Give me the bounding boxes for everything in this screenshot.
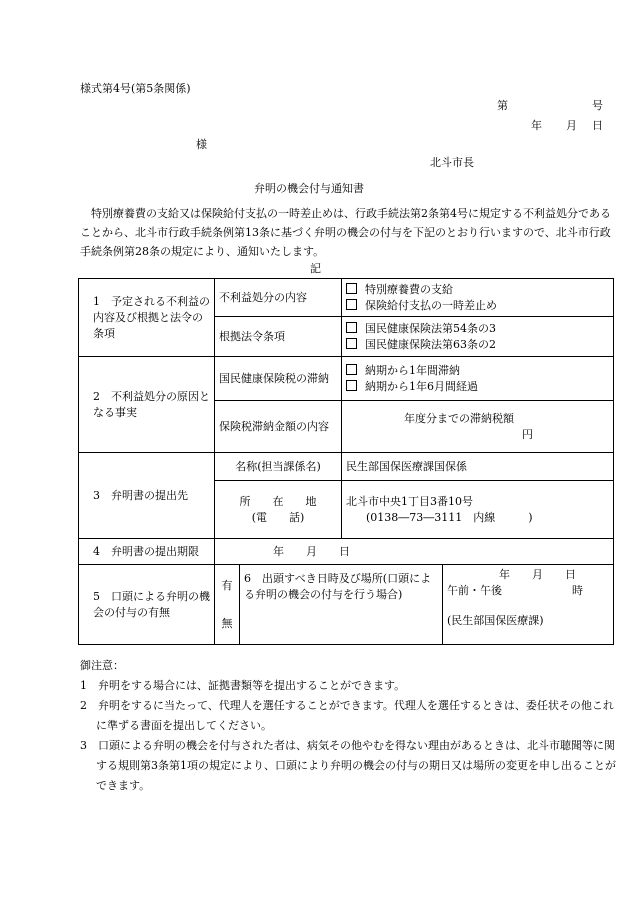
sec5-yes-no [215, 565, 240, 645]
sec3-row2-label-b: (電 話) [251, 510, 305, 524]
notes [80, 656, 620, 796]
date-year: 年 [531, 119, 542, 132]
sec2-row2-line2: 円 [522, 427, 533, 441]
sec2-row1-options [342, 357, 614, 401]
sec3-row2-value-a: 北斗市中央1丁目3番10号 [346, 494, 473, 508]
sec2-row2-line1: 年度分までの滞納税額 [404, 411, 514, 425]
sec2-row2-label: 保険税滞納金額の内容 [215, 401, 342, 453]
sec5-no: 無 [221, 616, 233, 630]
sec3-label: 3 弁明書の提出先 [79, 453, 215, 539]
sec4-date: 年 月 日 [215, 539, 614, 565]
sec1-row1-label: 不利益処分の内容 [215, 279, 342, 317]
body-text: 特別療養費の支給又は保険給付支払の一時差止めは、行政手続法第2条第4号に規定する不利益処分であることから、北斗市行政手続条例第13条に基づく弁明の機会の付与を下記のとおり行いますので、北斗市行政手続条例第28条の規定により、通知いたします。 [80, 207, 611, 258]
sec1-row2-options [342, 317, 614, 357]
sec3-row2-value-b: (0138―73―3111 内線 ) [366, 510, 533, 524]
sec5-ampm: 午前・午後 [447, 584, 502, 597]
sec3-row2-label-a: 所 在 地 [239, 494, 317, 508]
sec2-row1-opt1: 納期から1年間滞納 [365, 363, 460, 377]
checkbox-icon [346, 299, 357, 310]
sec1-row1-opt1: 特別療養費の支給 [365, 282, 453, 296]
checkbox-icon [346, 364, 357, 375]
sec5-yes: 有 [221, 578, 233, 592]
sec1-label: 1 予定される不利益の内容及び根拠と法令の条項 [79, 279, 215, 357]
sec5-date: 年 月 日 [499, 568, 576, 581]
sec2-row2-value [342, 401, 614, 453]
sec2-label: 2 不利益処分の原因となる事実 [79, 357, 215, 453]
document-title: 弁明の機会付与通知書 [254, 182, 364, 195]
notes-heading: 御注意： [80, 659, 124, 672]
sec1-row2-label: 根拠法令条項 [215, 317, 342, 357]
notice-table [78, 278, 614, 645]
sec2-row1-opt2: 納期から1年6月間経過 [365, 379, 478, 393]
sec1-row1-opt2: 保険給付支払の一時差止め [365, 298, 497, 312]
note-item: 1 弁明をする場合には、証拠書類等を提出することができます。 [80, 679, 406, 692]
sec5-time-row [447, 583, 609, 599]
sec3-row1-label: 名称(担当課係名) [215, 453, 342, 481]
sec1-row2-opt1: 国民健康保険法第54条の3 [365, 321, 496, 335]
sec3-row2-value [342, 481, 614, 539]
sec5-schedule [443, 565, 614, 645]
sec1-row1-options [342, 279, 614, 317]
note-item: 3 口頭による弁明の機会を付与された者は、病気その他やむを得ない理由があるときは、北斗市聴聞等に関する規則第3条第1項の規定により、口頭により弁明の機会の付与の期日又は場所の変更を申し出ることができます。 [80, 739, 616, 792]
sec5-label: 5 口頭による弁明の機会の付与の有無 [79, 565, 215, 645]
sec5-item6: 6 出頭すべき日時及び場所(口頭による弁明の機会の付与を行う場合) [240, 565, 443, 645]
sec3-row1-value: 民生部国保医療課国保係 [342, 453, 614, 481]
checkbox-icon [346, 322, 357, 333]
sec5-hour: 時 [572, 584, 583, 597]
sec2-row1-label: 国民健康保険税の滞納 [215, 357, 342, 401]
date-month: 月 [566, 119, 577, 132]
sec5-place: (民生部国保医療課) [447, 614, 544, 627]
sec3-row2-label [215, 481, 342, 539]
sec1-row2-opt2: 国民健康保険法第63条の2 [365, 337, 496, 351]
checkbox-icon [346, 338, 357, 349]
date-day: 日 [592, 119, 603, 132]
number-prefix: 第 [497, 99, 508, 112]
checkbox-icon [346, 380, 357, 391]
checkbox-icon [346, 283, 357, 294]
number-suffix: 号 [592, 99, 603, 112]
issuer: 北斗市長 [430, 156, 474, 169]
ki-label: 記 [310, 262, 321, 275]
sec4-label: 4 弁明書の提出期限 [79, 539, 215, 565]
form-number: 様式第4号(第5条関係) [80, 82, 191, 95]
addressee-suffix: 様 [196, 138, 207, 151]
note-item: 2 弁明をするに当たって、代理人を選任することができます。代理人を選任するときは、委任状その他これに準ずる書面を提出してください。 [80, 699, 614, 732]
